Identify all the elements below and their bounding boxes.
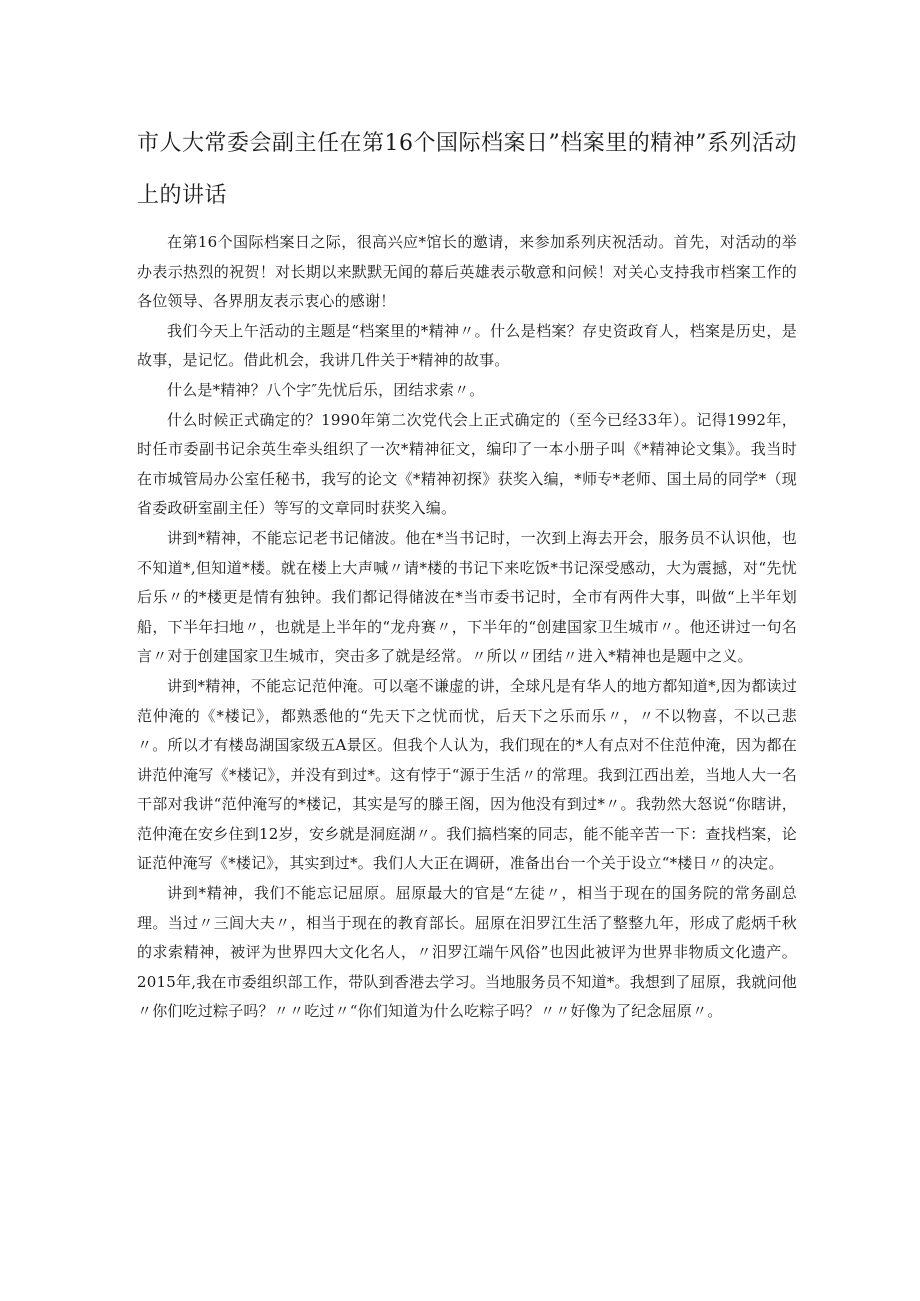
paragraph-2: 我们今天上午活动的主题是“档案里的*精神〃。什么是档案？存史资政育人，档案是历史，是故事，是记忆。借此机会，我讲几件关于*精神的故事。: [137, 321, 797, 370]
paragraph-7: 讲到*精神，我们不能忘记屈原。屈原最大的官是“左徒〃，相当于现在的国务院的常务副总理。当过〃三闾大夫〃，相当于现在的教育部长。屈原在汨罗江生活了整整九年，形成了彪炳千秋的求索精神，被评为世界四大文化名人，〃汨罗江端午风俗”也因此被评为世界非物质文化遗产。2015年,我在市委组织部工作，带队到香港去学习。当地服务员不知道*。我想到了屈原，我就问他〃你们吃过粽子吗？〃〃吃过〃“你们知道为什么吃粽子吗？〃〃好像为了纪念屈原〃。: [137, 884, 797, 1021]
paragraph-5: 讲到*精神，不能忘记老书记储波。他在*当书记时，一次到上海去开会，服务员不认识他，也不知道*,但知道*楼。就在楼上大声喊〃请*楼的书记下来吃饭*书记深受感动，大为震撼，对“先忧后乐〃的*楼更是情有独钟。我们都记得储波在*当市委书记时，全市有两件大事，叫做“上半年划船，下半年扫地〃，也就是上半年的“龙舟赛〃，下半年的“创建国家卫生城市〃。他还讲过一句名言〃对于创建国家卫生城市，突击多了就是经常。〃所以〃团结〃进入*精神也是题中之义。: [137, 528, 797, 666]
paragraph-3: 什么是*精神？八个字″先忧后乐，团结求索〃。: [167, 380, 485, 399]
paragraph-6: 讲到*精神，不能忘记范仲淹。可以毫不谦虚的讲，全球凡是有华人的地方都知道*,因为都读过范仲淹的《*楼记》，都熟悉他的“先天下之忧而忧，后天下之乐而乐〃，〃不以物喜，不以己悲〃。所以才有楼岛湖国家级五A景区。但我个人认为，我们现在的*人有点对不住范仲淹，因为都在讲范仲淹写《*楼记》，并没有到过*。这有悖于“源于生活〃的常理。我到江西出差，当地人大一名干部对我讲“范仲淹写的*楼记，其实是写的滕王阁，因为他没有到过*〃。我勃然大怒说“你瞎讲，范仲淹在安乡住到12岁，安乡就是洞庭湖〃。我们搞档案的同志，能不能辛苦一下：查找档案，论证范仲淹写《*楼记》，其实到过*。我们人大正在调研，准备出台一个关于设立“*楼日〃的决定。: [137, 676, 797, 873]
document-title: 市人大常委会副主任在第16个国际档案日”档案里的精神”系列活动上的讲话: [137, 131, 797, 208]
paragraph-1: 在第16个国际档案日之际，很高兴应*馆长的邀请，来参加系列庆祝活动。首先，对活动的举办表示热烈的祝贺！对长期以来默默无闻的幕后英雄表示敬意和问候！对关心支持我市档案工作的各位领导、各界朋友表示衷心的感谢！: [137, 233, 797, 311]
document-body: [137, 228, 797, 1027]
paragraph-4: 什么时候正式确定的？1990年第二次党代会上正式确定的（至今已经33年）。记得1992年，时任市委副书记余英生牵头组织了一次*精神征文，编印了一本小册子叫《*精神论文集》。我当时在市城管局办公室任秘书，我写的论文《*精神初探》获奖入编，*师专*老师、国土局的同学*（现省委政研室副主任）等写的文章同时获奖入编。: [137, 410, 797, 518]
